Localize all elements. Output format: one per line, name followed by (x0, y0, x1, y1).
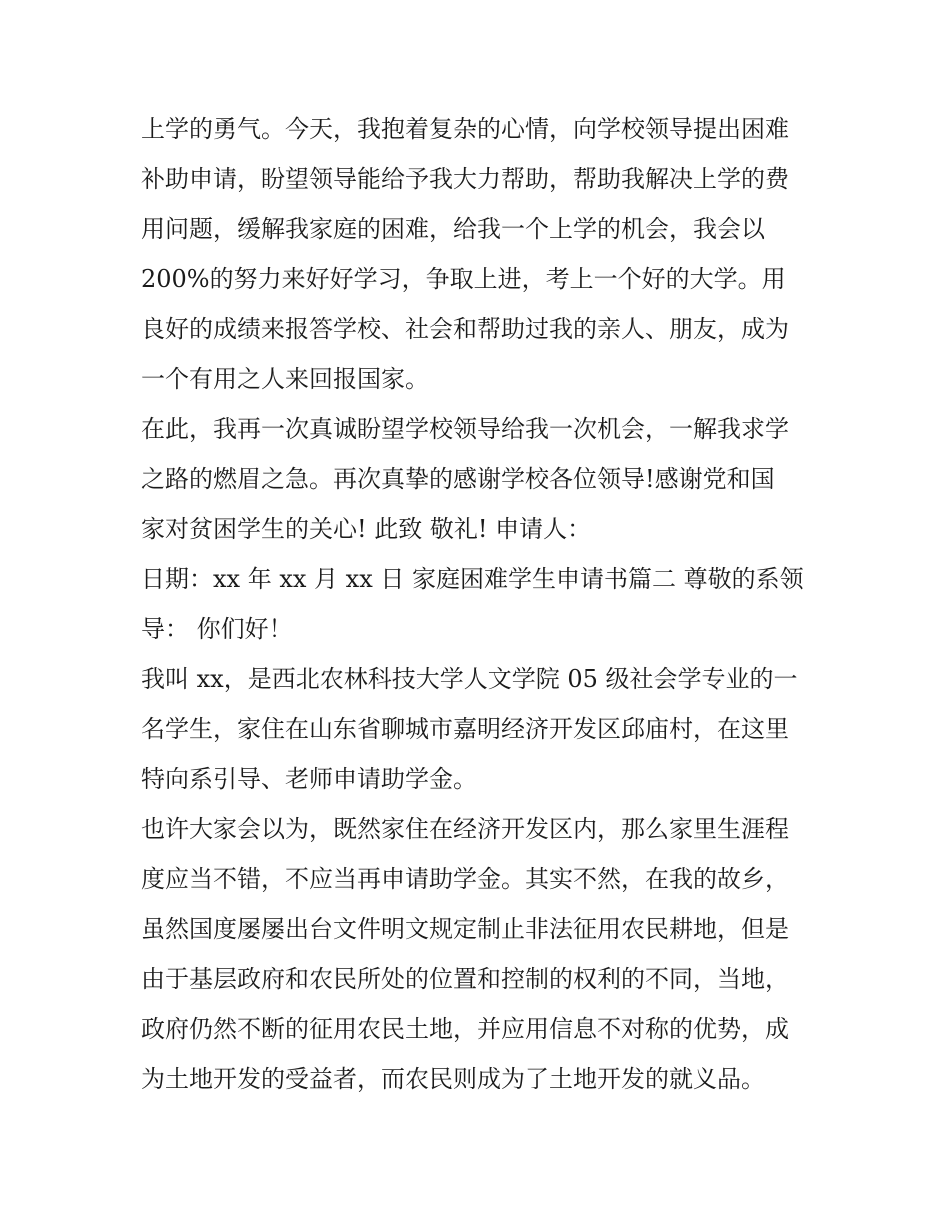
text-line: 200%的努力来好好学习，争取上进，考上一个好的大学。用 (141, 265, 786, 293)
text-line: 日期：xx 年 xx 月 xx 日 家庭困难学生申请书篇二 尊敬的系领 (141, 565, 804, 593)
text-line: 我叫 xx，是西北农林科技大学人文学院 05 级社会学专业的一 (141, 665, 798, 693)
text-line: 之路的燃眉之急。再次真挚的感谢学校各位领导!感谢党和国 (141, 465, 775, 493)
text-line: 导： 你们好！ (141, 615, 293, 643)
text-line: 度应当不错，不应当再申请助学金。其实不然，在我的故乡， (141, 865, 789, 893)
text-line: 也许大家会以为，既然家住在经济开发区内，那么家里生涯程 (141, 815, 789, 843)
text-line: 由于基层政府和农民所处的位置和控制的权利的不同，当地， (141, 965, 789, 993)
text-line: 补助申请，盼望领导能给予我大力帮助，帮助我解决上学的费 (141, 165, 789, 193)
text-line: 在此，我再一次真诚盼望学校领导给我一次机会，一解我求学 (141, 415, 789, 443)
text-line: 名学生，家住在山东省聊城市嘉明经济开发区邱庙村，在这里 (141, 715, 789, 743)
text-line: 家对贫困学生的关心! 此致 敬礼! 申请人： (141, 515, 592, 543)
text-line: 用问题，缓解我家庭的困难，给我一个上学的机会，我会以 (141, 215, 765, 243)
text-line: 特向系引导、老师申请助学金。 (141, 765, 477, 793)
text-line: 政府仍然不断的征用农民土地，并应用信息不对称的优势，成 (141, 1015, 789, 1043)
text-line: 为土地开发的受益者，而农民则成为了土地开发的就义品。 (141, 1065, 765, 1093)
text-line: 虽然国度屡屡出台文件明文规定制止非法征用农民耕地，但是 (141, 915, 789, 943)
text-line: 上学的勇气。今天，我抱着复杂的心情，向学校领导提出困难 (141, 115, 789, 143)
text-line: 良好的成绩来报答学校、社会和帮助过我的亲人、朋友，成为 (141, 315, 789, 343)
text-line: 一个有用之人来回报国家。 (141, 365, 429, 393)
